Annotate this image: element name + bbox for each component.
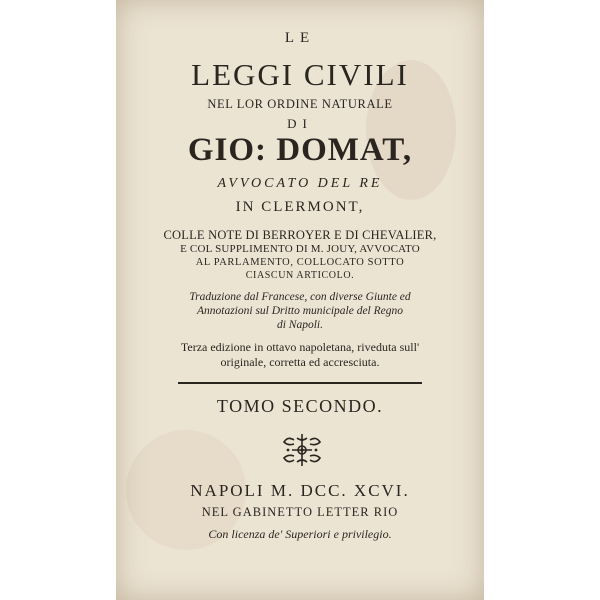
edition-line-2: originale, corretta ed accresciuta. [220, 355, 380, 369]
volume-label: TOMO SECONDO. [216, 396, 384, 416]
author-name: GIO: DOMAT, [187, 132, 413, 168]
title-page [116, 0, 484, 600]
horizontal-rule [178, 382, 422, 384]
notes-line-1: COLLE NOTE DI BERROYER E DI CHEVALIER, [163, 228, 437, 242]
book-subtitle: NEL LOR ORDINE NATURALE [207, 97, 393, 111]
title-article: LE [284, 30, 316, 46]
imprint-place-date: NAPOLI M. DCC. XCVI. [190, 481, 410, 500]
translation-line-1: Traduzione dal Francese, con diverse Giunte ed [189, 291, 411, 303]
author-role: AVVOCATO DEL RE [217, 176, 383, 191]
translation-line-3: di Napoli. [276, 319, 323, 331]
license-line: Con licenza de' Superiori e privilegio. [208, 527, 392, 541]
printer-line: NEL GABINETTO LETTER RIO [201, 505, 399, 519]
translation-line-2: Annotazioni sul Dritto municipale del Regno [196, 305, 404, 317]
edition-line-1: Terza edizione in ottavo napoletana, riveduta sull' [180, 340, 420, 354]
author-place: IN CLERMONT, [235, 199, 365, 215]
preposition-di: DI [287, 116, 313, 131]
notes-line-2: E COL SUPPLIMENTO DI M. JOUY, AVVOCATO [180, 243, 420, 255]
book-title: LEGGI CIVILI [191, 57, 409, 92]
fleuron-ornament-icon [280, 432, 324, 468]
notes-line-3: AL PARLAMENTO, COLLOCATO SOTTO [195, 257, 405, 268]
notes-line-4: CIASCUN ARTICOLO. [245, 270, 355, 281]
